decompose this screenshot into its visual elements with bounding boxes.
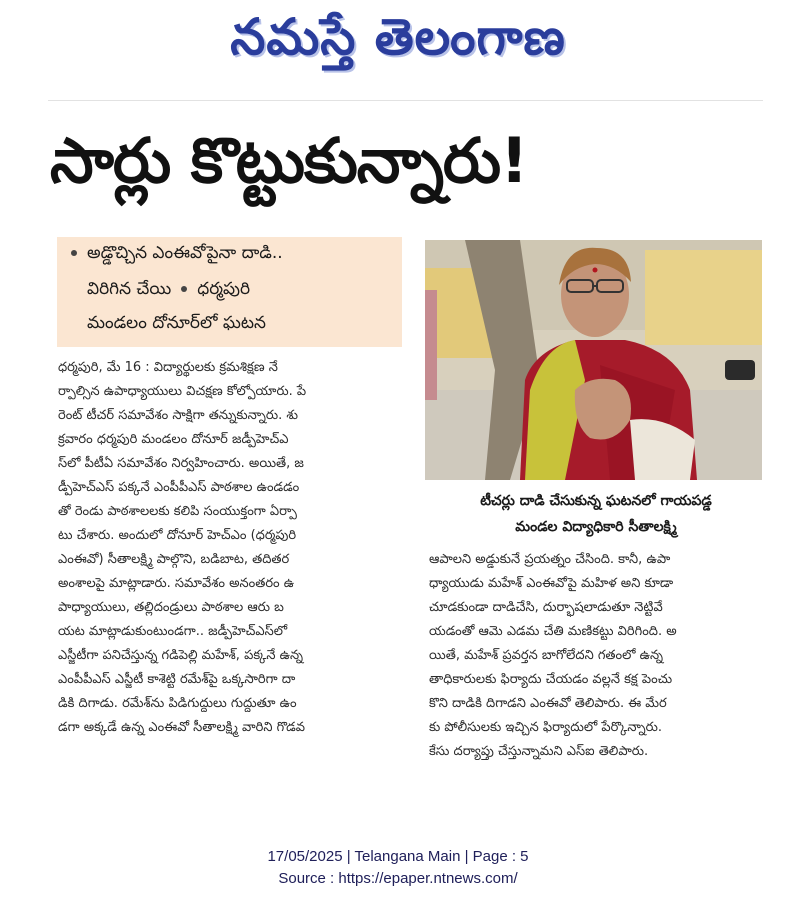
footer-edition-info: 17/05/2025 | Telangana Main | Page : 5 xyxy=(267,848,529,865)
body-line: చూడకుండా దాడిచేసి, దుర్భాషలాడుతూ నెట్టివే xyxy=(429,600,663,615)
body-line: క్రవారం ధర్మపురి మండలం దోనూర్ జడ్పీహెచ్ఎ xyxy=(58,432,289,447)
subhead-line-2 xyxy=(87,279,250,303)
body-line: కేసు దర్యాప్తు చేస్తున్నామని ఎస్ఐ తెలిపారు. xyxy=(429,744,649,759)
body-line: తాధికారులకు ఫిర్యాదు చేయడం వల్లనే కక్ష పెంచు xyxy=(429,672,673,687)
article-headline: సార్లు కొట్టుకున్నారు! xyxy=(50,124,528,197)
body-line: ధర్మపురి, మే 16 : విద్యార్థులకు క్రమశిక్షణ నే xyxy=(58,360,278,375)
body-line: యట మాట్లాడుకుంటుండగా.. జడ్పీహెచ్ఎస్‌లో xyxy=(58,624,288,639)
bullet-icon xyxy=(181,286,187,292)
article-photo xyxy=(425,240,762,480)
body-line: ఎంఈవో) సీతాలక్ష్మి పాల్గొని, బడిబాట, తదితర xyxy=(58,552,290,567)
photo-illustration xyxy=(425,240,762,480)
body-line: ధ్యాయుడు మహేశ్ ఎంఈవోపై మహిళ అని కూడా xyxy=(429,576,674,591)
body-line: ర్పాల్సిన ఉపాధ్యాయులు విచక్షణ కోల్పోయారు. పే xyxy=(58,384,307,399)
body-line: కు పోలీసులకు ఇచ్చిన ఫిర్యాదులో పేర్కొన్నారు. xyxy=(429,720,662,735)
body-line: యితే, మహేశ్ ప్రవర్తన బాగోలేదని గతంలో ఉన్న xyxy=(429,648,663,663)
body-line: ఆపాలని అడ్డుకునే ప్రయత్నం చేసింది. కానీ, ఉపా xyxy=(429,552,671,567)
body-line: తో రెండు పాఠశాలలకు కలిపి సంయుక్తంగా ఏర్పా xyxy=(58,504,297,519)
masthead-divider xyxy=(48,100,763,101)
subhead-text-3: మండలం దోనూర్‌లో ఘటన xyxy=(87,313,266,333)
subhead-text-2b: ధర్మపురి xyxy=(197,279,251,299)
body-line: డ్పీహెచ్ఎస్ పక్కనే ఎంపీపీఎస్ పాఠశాల ఉండడం xyxy=(58,480,300,495)
photo-caption-line-2: మండల విద్యాధికారి సీతాలక్ష్మి xyxy=(515,519,677,535)
footer-source-link[interactable]: Source : https://epaper.ntnews.com/ xyxy=(278,870,518,887)
body-line: పాధ్యాయులు, తల్లిదండ్రులు పాఠశాల ఆరు బ xyxy=(58,600,284,615)
subhead-line-1 xyxy=(71,243,283,267)
photo-caption xyxy=(428,488,764,540)
body-line: ఎంపీపీఎస్ ఎస్జీటీ కాశెట్టి రమేశ్‌పై ఒక్కసారిగా దా xyxy=(58,672,296,687)
subhead-box xyxy=(57,237,402,347)
body-line: టు చేశారు. అందులో దోనూర్ హెచ్ఎం (ధర్మపురి xyxy=(58,528,297,543)
body-line: స్‌లో పీటీఏ సమావేశం నిర్వహించారు. అయితే, జ xyxy=(58,456,304,471)
bullet-icon xyxy=(71,250,77,256)
body-line: డికి దిగాడు. రమేశ్‌ను పిడిగుద్దులు గుద్దుతూ ఉం xyxy=(58,696,297,711)
photo-caption-line-1: టీచర్లు దాడి చేసుకున్న ఘటనలో గాయపడ్డ xyxy=(480,493,712,509)
body-line: ఎస్జీటీగా పనిచేస్తున్న గడిపెల్లి మహేశ్, పక్కనే ఉన్న xyxy=(58,648,304,663)
body-line: అంశాలపై మాట్లాడారు. సమావేశం అనంతరం ఉ xyxy=(58,576,295,591)
body-line: యడంతో ఆమె ఎడమ చేతి మణికట్టు విరిగింది. అ xyxy=(429,624,677,639)
body-column-left xyxy=(58,356,403,740)
masthead-logo: నమస్తే తెలంగాణ xyxy=(230,8,566,66)
body-line: కొని దాడికి దిగాడని ఎంఈవో తెలిపారు. ఈ మేర xyxy=(429,696,667,711)
subhead-text-1: అడ్డొచ్చిన ఎంఈవోపైనా దాడి.. xyxy=(87,243,283,263)
body-line: డగా అక్కడే ఉన్న ఎంఈవో సీతాలక్ష్మి వారిని గొడవ xyxy=(58,720,306,735)
subhead-line-3 xyxy=(87,313,266,337)
body-line: రెంట్ టీచర్ సమావేశం సాక్షిగా తన్నుకున్నారు. శు xyxy=(58,408,299,423)
subhead-text-2a: విరిగిన చేయి xyxy=(87,279,172,299)
body-column-right xyxy=(429,548,764,764)
